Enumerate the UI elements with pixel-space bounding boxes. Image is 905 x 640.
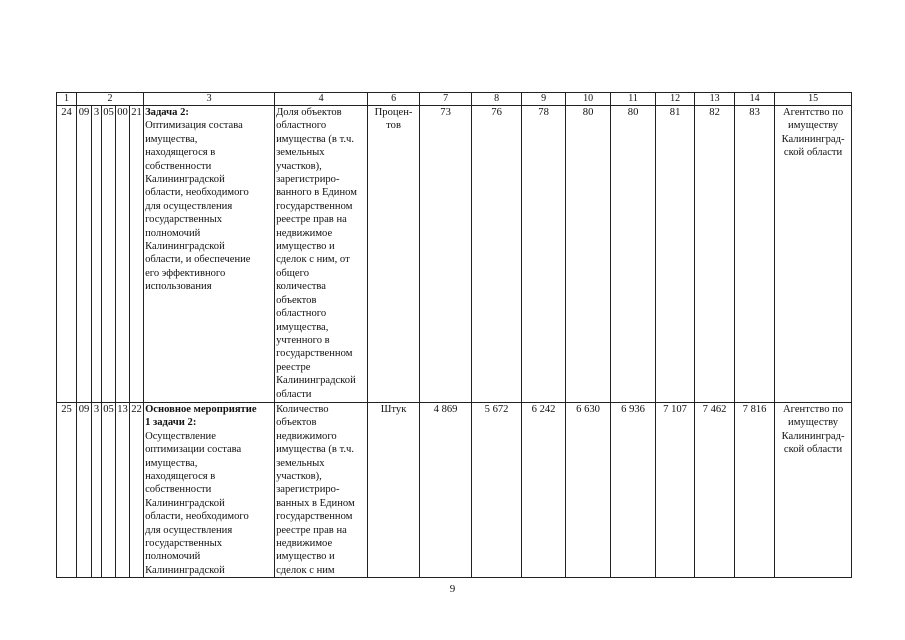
indicator-cell (275, 106, 368, 403)
cell-line: объектов (276, 294, 317, 306)
value-cell: 7 816 (735, 403, 775, 578)
cell-line: государственном (276, 511, 353, 523)
code-cell: 22 (130, 403, 144, 578)
cell-line: имущества (в т.ч. (276, 444, 355, 456)
cell-line: Процен- (374, 107, 413, 118)
cell-line: государственном (276, 200, 353, 212)
unit-cell (368, 403, 420, 578)
cell-line: недвижимое (276, 538, 333, 550)
cell-line: Оптимизация состава (145, 120, 243, 132)
value-cell: 7 462 (695, 403, 735, 578)
cell-line: Калининградской (145, 241, 225, 253)
value-cell: 80 (566, 106, 611, 403)
value-cell: 6 630 (566, 403, 611, 578)
header-cell: 8 (472, 93, 522, 106)
cell-line: для осуществления (145, 524, 233, 536)
cell-line: ванного в Едином (276, 187, 357, 199)
cell-line: полномочий (145, 227, 201, 239)
cell-line: 1 задачи 2: (145, 417, 197, 429)
cell-line: Количество (276, 404, 329, 415)
cell-line: Калининградской (276, 375, 356, 387)
program-table (56, 92, 852, 578)
code-cell: 09 (77, 106, 92, 403)
cell-line: зарегистриро- (276, 484, 340, 496)
cell-line: области, необходимого (145, 511, 249, 523)
header-cell: 14 (735, 93, 775, 106)
task-cell (144, 106, 275, 403)
value-cell: 6 242 (522, 403, 566, 578)
cell-line: земельных (276, 147, 325, 159)
cell-line: ванных в Едином (276, 497, 355, 509)
header-cell: 13 (695, 93, 735, 106)
cell-line: ской области (783, 147, 843, 159)
cell-line: собственности (145, 160, 212, 172)
cell-line: его эффективного (145, 267, 226, 279)
cell-line: области, необходимого (145, 187, 249, 199)
code-cell: 05 (102, 106, 116, 403)
cell-line: Агентство по (782, 404, 844, 415)
value-cell: 76 (472, 106, 522, 403)
cell-line: земельных (276, 457, 325, 469)
row-number-cell: 25 (57, 403, 77, 578)
cell-line: области (276, 388, 312, 400)
header-cell: 6 (368, 93, 420, 106)
cell-line: государственных (145, 538, 223, 550)
header-cell: 7 (420, 93, 472, 106)
cell-line: государственных (145, 214, 223, 226)
indicator-cell (275, 403, 368, 578)
header-cell: 2 (77, 93, 144, 106)
value-cell: 82 (695, 106, 735, 403)
executor-cell (775, 106, 852, 403)
value-cell: 80 (611, 106, 656, 403)
cell-line: областного (276, 120, 327, 132)
value-cell: 81 (656, 106, 695, 403)
cell-line: недвижимого (276, 430, 337, 442)
task-cell (144, 403, 275, 578)
header-cell: 10 (566, 93, 611, 106)
cell-line: имущества, (145, 457, 198, 469)
page-number: 9 (449, 583, 456, 595)
cell-line: находящегося в (145, 471, 216, 483)
cell-line: находящегося в (145, 147, 216, 159)
code-cell: 05 (102, 403, 116, 578)
cell-line: реестре прав на (276, 214, 347, 226)
cell-line: собственности (145, 484, 212, 496)
cell-line: общего (276, 267, 309, 279)
value-cell: 5 672 (472, 403, 522, 578)
header-cell: 4 (275, 93, 368, 106)
value-cell: 4 869 (420, 403, 472, 578)
cell-line: тов (386, 120, 401, 132)
code-cell: 21 (130, 106, 144, 403)
header-cell: 11 (611, 93, 656, 106)
cell-line: Калининградской (145, 497, 225, 509)
cell-line: для осуществления (145, 200, 233, 212)
cell-line: Доля объектов (276, 107, 342, 118)
cell-line: сделок с ним, от (276, 254, 350, 266)
code-cell: 09 (77, 403, 92, 578)
value-cell: 7 107 (656, 403, 695, 578)
header-cell: 9 (522, 93, 566, 106)
cell-line: недвижимое (276, 227, 333, 239)
cell-line: участков), (276, 160, 322, 172)
cell-line: участков), (276, 471, 322, 483)
cell-line: имущество и (276, 551, 335, 563)
cell-line: государственном (276, 348, 353, 360)
header-cell: 3 (144, 93, 275, 106)
cell-line: полномочий (145, 551, 201, 563)
table-row (57, 106, 852, 403)
cell-line: сделок с ним (276, 564, 335, 576)
unit-cell (368, 106, 420, 403)
cell-line: имущества, (145, 133, 198, 145)
cell-line: оптимизации состава (145, 444, 242, 456)
header-cell: 1 (57, 93, 77, 106)
cell-line: имущества (в т.ч. (276, 133, 355, 145)
cell-line: имущества, (276, 321, 329, 333)
cell-line: объектов (276, 417, 317, 429)
cell-line: Калининград- (781, 133, 845, 145)
cell-line: области, и обеспечение (145, 254, 251, 266)
header-row (57, 93, 852, 106)
row-number-cell: 24 (57, 106, 77, 403)
code-cell: 13 (116, 403, 130, 578)
cell-line: Калининград- (781, 430, 845, 442)
cell-line: реестре (276, 361, 311, 373)
cell-line: учтенного в (276, 334, 330, 346)
value-cell: 6 936 (611, 403, 656, 578)
code-cell: 3 (92, 403, 102, 578)
cell-line: Агентство по (782, 107, 844, 118)
cell-line: имуществу (788, 417, 839, 429)
value-cell: 83 (735, 106, 775, 403)
cell-line: Осуществление (145, 430, 216, 442)
code-cell: 00 (116, 106, 130, 403)
value-cell: 73 (420, 106, 472, 403)
header-cell: 15 (775, 93, 852, 106)
table-row (57, 403, 852, 578)
cell-line: имущество и (276, 241, 335, 253)
cell-line: областного (276, 308, 327, 320)
cell-line: количества (276, 281, 326, 293)
table-body (57, 93, 852, 578)
cell-line: имуществу (788, 120, 839, 132)
code-cell: 3 (92, 106, 102, 403)
cell-line: Калининградской (145, 564, 225, 576)
cell-line: Калининградской (145, 174, 225, 186)
cell-line: ской области (783, 444, 843, 456)
header-cell: 12 (656, 93, 695, 106)
cell-line: Основное мероприятие (145, 404, 257, 415)
cell-line: Задача 2: (145, 107, 189, 118)
value-cell: 78 (522, 106, 566, 403)
cell-line: использования (145, 281, 212, 293)
cell-line: зарегистриро- (276, 174, 340, 186)
executor-cell (775, 403, 852, 578)
cell-line: Штук (380, 404, 407, 415)
cell-line: реестре прав на (276, 524, 347, 536)
